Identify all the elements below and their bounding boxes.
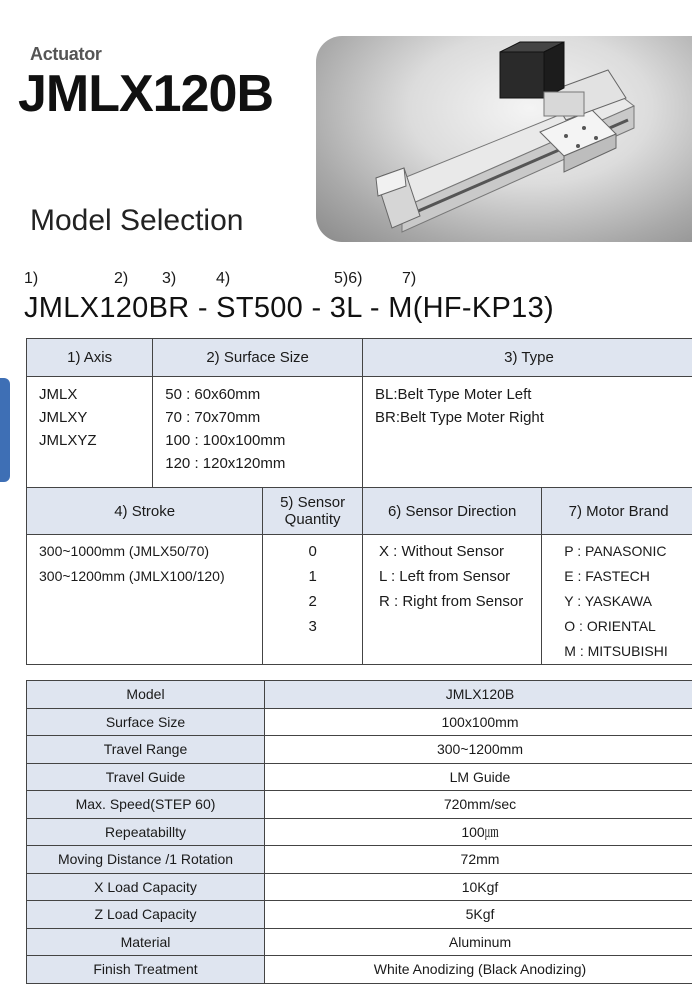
marker-1: 1) <box>24 270 39 287</box>
motor-brand-option: E : FASTECH <box>564 568 650 584</box>
stroke-option: 300~1000mm (JMLX50/70) <box>39 543 210 559</box>
product-photo <box>316 36 692 242</box>
type-option: BL:Belt Type Moter Left <box>374 386 532 403</box>
spec-value: 10Kgf <box>265 873 692 901</box>
stroke-option: 300~1200mm (JMLX100/120) <box>39 568 225 584</box>
spec-value: LM Guide <box>265 763 692 791</box>
sensor-quantity-header-line2: Quantity <box>284 511 341 528</box>
spec-label: Moving Distance /1 Rotation <box>27 846 265 874</box>
sensor-direction-option: L : Left from Sensor <box>378 568 511 585</box>
spec-label: Max. Speed(STEP 60) <box>27 791 265 819</box>
spec-label: Finish Treatment <box>27 956 265 984</box>
page-title: JMLX120B <box>18 65 273 123</box>
spec-value: 5Kgf <box>265 901 692 929</box>
spec-row <box>27 901 692 929</box>
spec-label: Repeatabillty <box>27 818 265 846</box>
specification-table <box>26 680 692 984</box>
model-code-markers <box>24 270 684 292</box>
stroke-header: 4) Stroke <box>27 488 263 535</box>
axis-option: JMLXYZ <box>39 432 97 449</box>
surface-option: 100 : 100x100mm <box>165 432 286 449</box>
sensor-quantity-header <box>263 488 363 535</box>
marker-3: 3) <box>162 270 177 287</box>
spec-value: White Anodizing (Black Anodizing) <box>265 956 692 984</box>
sensor-direction-header: 6) Sensor Direction <box>362 488 541 535</box>
spec-value: 100㎛ <box>265 818 692 846</box>
stroke-options <box>27 535 263 665</box>
surface-option: 50 : 60x60mm <box>165 386 261 403</box>
marker-7: 7) <box>402 270 417 287</box>
sensor-quantity-header-line1: 5) Sensor <box>280 494 346 511</box>
spec-value: 720mm/sec <box>265 791 692 819</box>
spec-value: JMLX120B <box>265 681 692 709</box>
spec-label: Travel Guide <box>27 763 265 791</box>
page-subtitle: Actuator <box>30 44 102 64</box>
type-header: 3) Type <box>362 339 692 377</box>
spec-label: Surface Size <box>27 708 265 736</box>
page-tab-marker <box>0 378 10 482</box>
motor-brand-options <box>542 535 692 665</box>
marker-4: 4) <box>216 270 231 287</box>
sensor-direction-option: X : Without Sensor <box>378 543 505 560</box>
section-title: Model Selection <box>30 204 244 237</box>
type-options <box>362 377 692 488</box>
spec-row <box>27 956 692 984</box>
spec-label: X Load Capacity <box>27 873 265 901</box>
axis-option: JMLXY <box>39 409 88 426</box>
sensor-quantity-option: 3 <box>308 618 317 635</box>
sensor-direction-option: R : Right from Sensor <box>378 593 524 610</box>
sensor-quantity-option: 1 <box>308 568 317 585</box>
spec-row <box>27 763 692 791</box>
motor-brand-option: M : MITSUBISHI <box>564 643 668 659</box>
type-option: BR:Belt Type Moter Right <box>374 409 544 426</box>
motor-brand-option: Y : YASKAWA <box>564 593 652 609</box>
axis-header: 1) Axis <box>27 339 153 377</box>
axis-option: JMLX <box>39 386 78 403</box>
spec-value: 300~1200mm <box>265 736 692 764</box>
surface-option: 70 : 70x70mm <box>165 409 261 426</box>
surface-option: 120 : 120x120mm <box>165 455 286 472</box>
spec-label: Z Load Capacity <box>27 901 265 929</box>
spec-row <box>27 818 692 846</box>
spec-row <box>27 736 692 764</box>
spec-label: Model <box>27 681 265 709</box>
spec-row <box>27 846 692 874</box>
spec-value: 72mm <box>265 846 692 874</box>
actuator-illustration <box>316 36 692 242</box>
marker-2: 2) <box>114 270 129 287</box>
spec-row <box>27 708 692 736</box>
motor-brand-option: P : PANASONIC <box>564 543 667 559</box>
spec-row <box>27 791 692 819</box>
spec-row <box>27 873 692 901</box>
marker-5-6: 5)6) <box>334 270 363 287</box>
axis-options <box>27 377 153 488</box>
model-selection-table <box>26 338 692 665</box>
spec-row <box>27 681 692 709</box>
sensor-quantity-option: 2 <box>308 593 317 610</box>
surface-size-options <box>153 377 363 488</box>
spec-label: Material <box>27 928 265 956</box>
spec-row <box>27 928 692 956</box>
spec-value: Aluminum <box>265 928 692 956</box>
model-code: JMLX120BR - ST500 - 3L - M(HF-KP13) <box>24 292 554 324</box>
surface-size-header: 2) Surface Size <box>153 339 363 377</box>
motor-brand-option: O : ORIENTAL <box>564 618 656 634</box>
sensor-quantity-option: 0 <box>308 543 317 560</box>
motor-brand-header: 7) Motor Brand <box>542 488 692 535</box>
spec-label: Travel Range <box>27 736 265 764</box>
spec-rows <box>27 681 692 984</box>
sensor-direction-options <box>362 535 541 665</box>
sensor-quantity-options <box>263 535 363 665</box>
spec-value: 100x100mm <box>265 708 692 736</box>
